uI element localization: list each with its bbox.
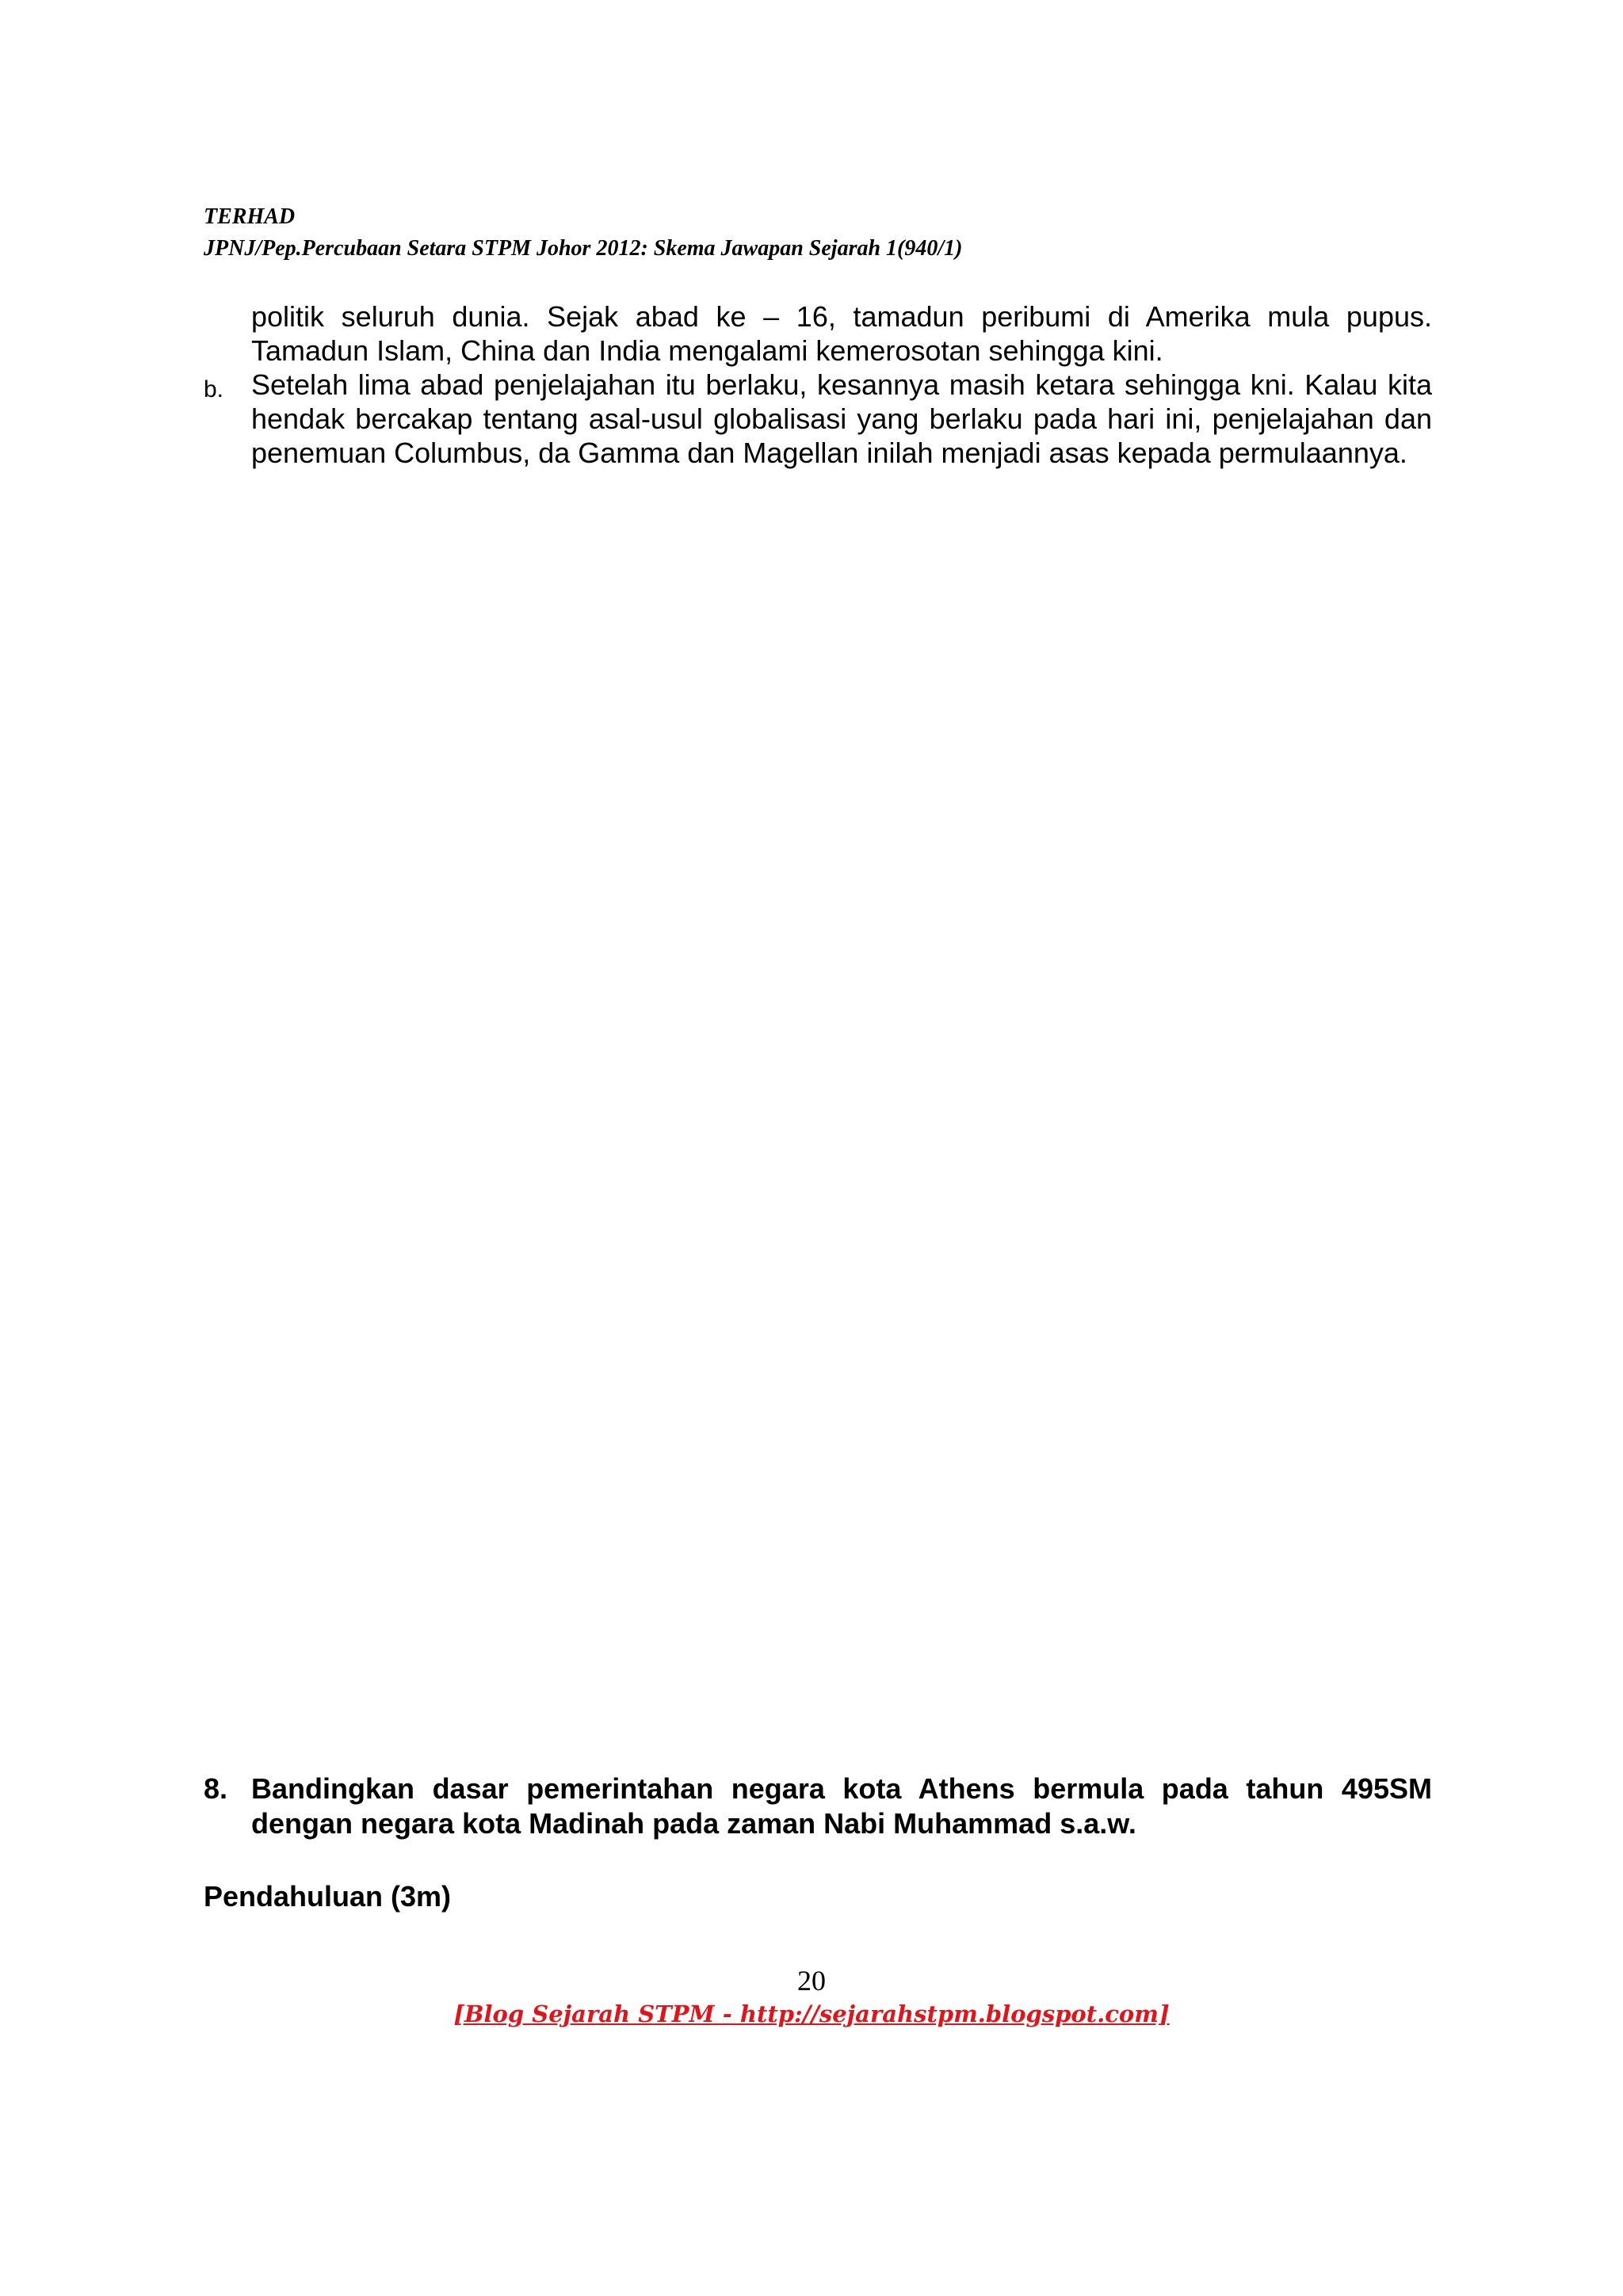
header-classification: TERHAD	[204, 204, 296, 229]
section-heading: Pendahuluan (3m)	[204, 1880, 452, 1913]
page-number: 20	[797, 1965, 826, 1997]
list-item-marker: b.	[204, 376, 224, 402]
question-number: 8.	[204, 1772, 228, 1805]
list-item-b	[204, 368, 1432, 470]
header-reference: JPNJ/Pep.Percubaan Setara STPM Johor 2012: Skema Jawapan Sejarah 1(940/1)	[204, 236, 963, 261]
page-header	[204, 201, 962, 265]
question-text: Bandingkan dasar pemerintahan negara kota Athens bermula pada tahun 495SM dengan negara kota Madinah pada zaman Nabi Muhammad s.a.w.	[251, 1772, 1432, 1840]
footer-blog-link[interactable]: [Blog Sejarah STPM - http://sejarahstpm.blogspot.com]	[453, 2000, 1170, 2027]
continuation-paragraph: politik seluruh dunia. Sejak abad ke – 16, tamadun peribumi di Amerika mula pupus. Tamadun Islam, China dan India mengalami kemerosotan sehingga kini.	[251, 300, 1432, 367]
list-item-text: Setelah lima abad penjelajahan itu berlaku, kesannya masih ketara sehingga kni. Kalau kita hendak bercakap tentang asal-usul globalisasi yang berlaku pada hari ini, penjelajahan dan penemuan Columbus, da Gamma dan Magellan inilah menjadi asas kepada permulaannya.	[251, 368, 1432, 469]
question-8	[204, 1772, 1432, 1841]
